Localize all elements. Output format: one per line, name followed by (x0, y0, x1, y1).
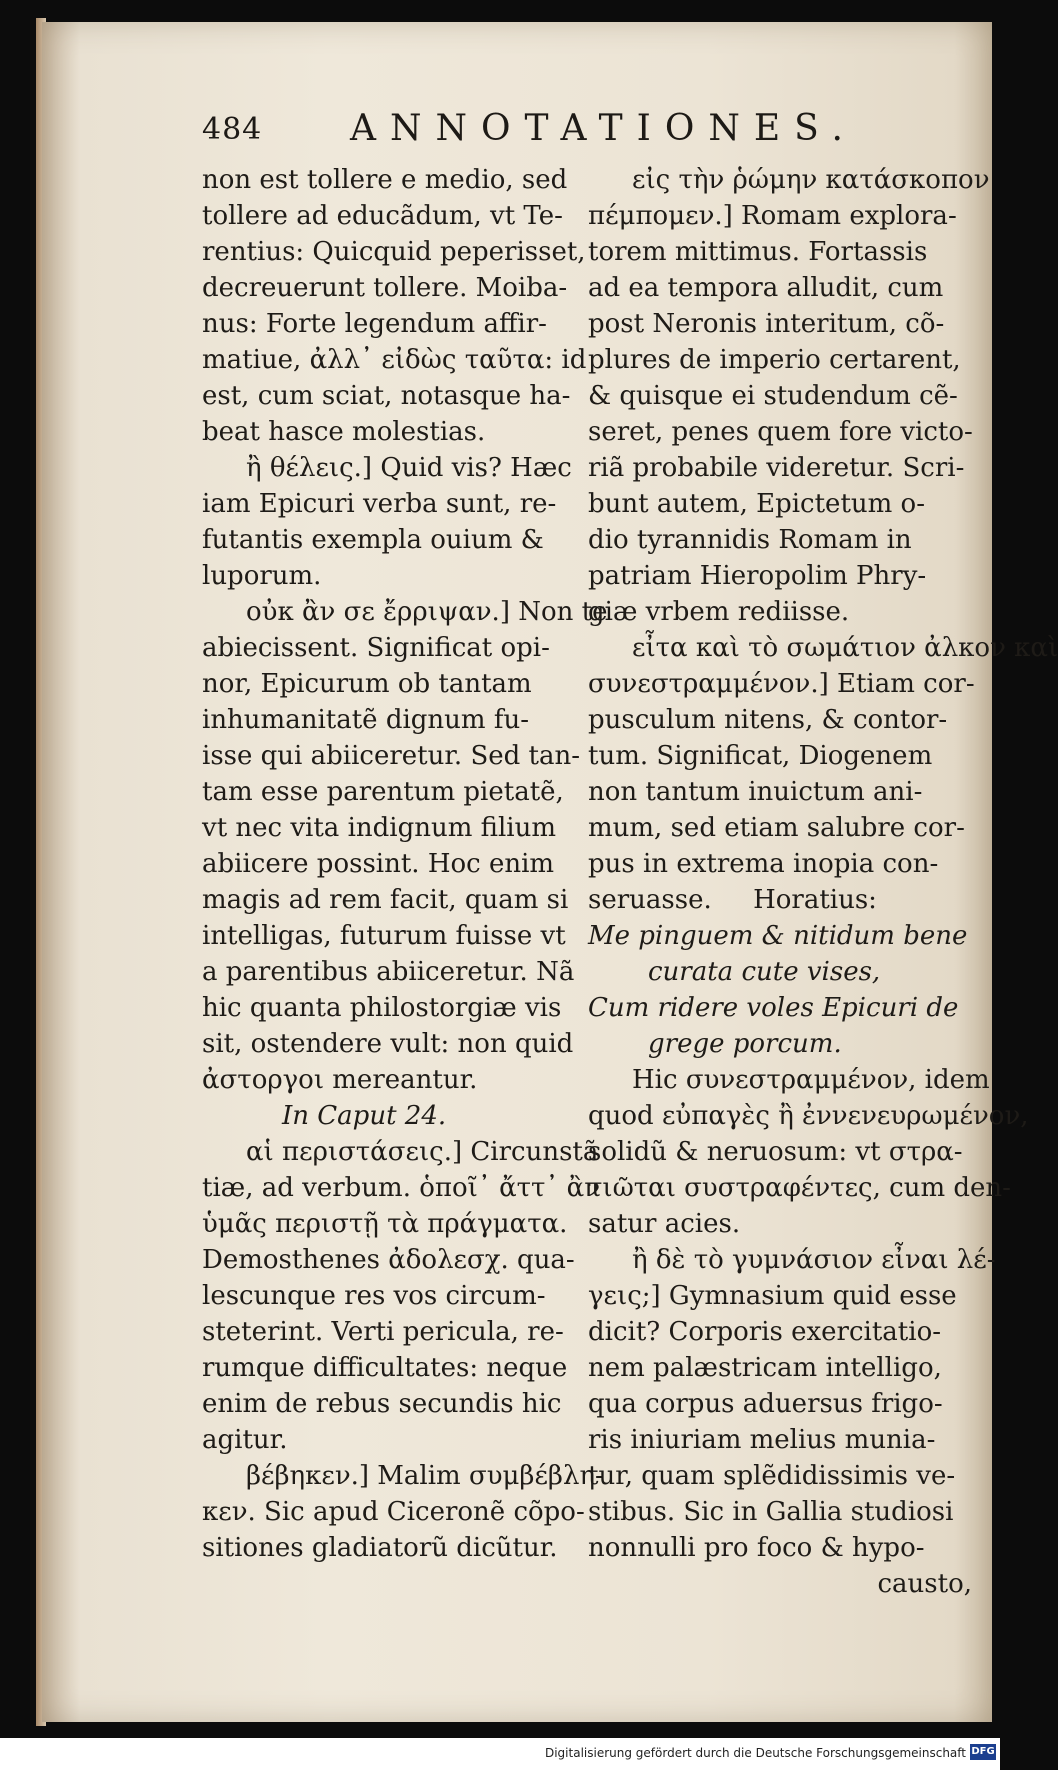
text-line: εἰς τὴν ῥώμην κατάσκοπον (632, 165, 990, 195)
catchword: causto, (877, 1569, 972, 1599)
text-line: κεν. Sic apud Ciceronẽ cõpo- (202, 1497, 585, 1527)
text-line: satur acies. (588, 1209, 741, 1239)
left-column (202, 162, 608, 1566)
text-line: γεις;] Gymnasium quid esse (588, 1281, 957, 1311)
verse-line: Me pinguem & nitidum bene (588, 921, 968, 951)
dfg-logo: DFG (970, 1744, 996, 1760)
text-line: abiecissent. Significat opi- (202, 633, 550, 663)
text-line: tur, quam splẽdidissimis ve- (588, 1461, 956, 1491)
verse-line: curata cute vises, (648, 957, 881, 987)
text-line: seruasse. Horatius: (588, 885, 877, 915)
text-line: tum. Significat, Diogenem (588, 741, 933, 771)
text-line: non est tollere e medio, sed (202, 165, 568, 195)
text-line: rumque difficultates: neque (202, 1353, 568, 1383)
text-line: Hic συνεστραμμένον, idem (632, 1065, 990, 1095)
page-number: 484 (202, 112, 263, 147)
text-line: magis ad rem facit, quam si (202, 885, 569, 915)
text-line: intelligas, futurum fuisse vt (202, 921, 566, 951)
text-line: tam esse parentum pietatẽ, (202, 777, 564, 807)
text-line: nor, Epicurum ob tantam (202, 669, 532, 699)
text-line: hic quanta philostorgiæ vis (202, 993, 562, 1023)
text-line: est, cum sciat, notasque ha- (202, 381, 571, 411)
text-line: ris iniuriam melius munia- (588, 1425, 936, 1455)
text-line: dicit? Corporis exercitatio- (588, 1317, 942, 1347)
text-line: iam Epicuri verba sunt, re- (202, 489, 557, 519)
text-line: ἀστοργοι mereantur. (202, 1065, 478, 1095)
text-line: luporum. (202, 561, 322, 591)
text-line: rentius: Quicquid peperisset, (202, 237, 586, 267)
text-line: abiicere possint. Hoc enim (202, 849, 555, 879)
text-line: plures de imperio certarent, (588, 345, 961, 375)
text-line: decreuerunt tollere. Moiba- (202, 273, 568, 303)
text-line: enim de rebus secundis hic (202, 1389, 562, 1419)
text-line: post Neronis interitum, cõ- (588, 309, 945, 339)
text-line: sit, ostendere vult: non quid (202, 1029, 574, 1059)
text-line: tiæ, ad verbum. ὁποῖ᾽ ἄττ᾽ ἂν (202, 1173, 601, 1203)
text-line: & quisque ei studendum cẽ- (588, 381, 958, 411)
text-line: agitur. (202, 1425, 288, 1455)
text-line: sitiones gladiatorũ dicũtur. (202, 1533, 558, 1563)
text-line: non tantum inuictum ani- (588, 777, 923, 807)
text-line: torem mittimus. Fortassis (588, 237, 928, 267)
text-line: vt nec vita indignum filium (202, 813, 557, 843)
text-line: Demosthenes ἀδολεσχ. qua- (202, 1245, 575, 1275)
text-line: giæ vrbem rediisse. (588, 597, 850, 627)
text-line: ἢ θέλεις.] Quid vis? Hæc (246, 453, 572, 483)
funding-notice: Digitalisierung gefördert durch die Deutsche Forschungsgemeinschaft (544, 1746, 966, 1760)
text-line: matiue, ἀλλ᾽ εἰδὼς ταῦτα: id (202, 345, 587, 375)
text-line: pusculum nitens, & contor- (588, 705, 948, 735)
text-line: ὑμᾶς περιστῇ τὰ πράγματα. (202, 1209, 568, 1239)
text-line: seret, penes quem fore victo- (588, 417, 973, 447)
digitization-footer (0, 1738, 1000, 1770)
text-line: αἱ περιστάσεις.] Circunstã (246, 1137, 599, 1167)
text-line: solidũ & neruosum: vt στρα- (588, 1137, 963, 1167)
text-line: beat hasce molestias. (202, 417, 486, 447)
text-line: ἢ δὲ τὸ γυμνάσιον εἶναι λέ- (632, 1245, 996, 1275)
text-line: nonnulli pro foco & hypo- (588, 1533, 925, 1563)
text-line: inhumanitatẽ dignum fu- (202, 705, 529, 735)
verse-line: grege porcum. (648, 1029, 842, 1059)
text-line: lescunque res vos circum- (202, 1281, 546, 1311)
text-line: nus: Forte legendum affir- (202, 309, 547, 339)
text-line: quod εὐπαγὲς ἢ ἐννενευρωμένον, (588, 1101, 1029, 1131)
text-line: isse qui abiiceretur. Sed tan- (202, 741, 581, 771)
text-line: stibus. Sic in Gallia studiosi (588, 1497, 954, 1527)
page-header (0, 108, 1000, 162)
text-line: a parentibus abiiceretur. Nã (202, 957, 575, 987)
text-line: βέβηκεν.] Malim συμβέβλη- (246, 1461, 604, 1491)
verse-line: Cum ridere voles Epicuri de (588, 993, 959, 1023)
section-heading: In Caput 24. (282, 1101, 447, 1131)
text-line: bunt autem, Epictetum o- (588, 489, 925, 519)
running-head: ANNOTATIONES. (350, 108, 857, 149)
text-line: τιῶται συστραφέντες, cum den- (588, 1173, 1011, 1203)
text-line: dio tyrannidis Romam in (588, 525, 912, 555)
text-line: patriam Hieropolim Phry- (588, 561, 927, 591)
text-line: εἶτα καὶ τὸ σωμάτιον ἀλκον καὶ (632, 633, 1058, 663)
text-line: πέμπομεν.] Romam explora- (588, 201, 957, 231)
text-line: συνεστραμμένον.] Etiam cor- (588, 669, 975, 699)
text-line: tollere ad educãdum, vt Te- (202, 201, 563, 231)
text-line: pus in extrema inopia con- (588, 849, 939, 879)
text-line: qua corpus aduersus frigo- (588, 1389, 943, 1419)
text-line: mum, sed etiam salubre cor- (588, 813, 965, 843)
text-line: futantis exempla ouium & (202, 525, 544, 555)
text-line: riã probabile videretur. Scri- (588, 453, 965, 483)
text-line: ad ea tempora alludit, cum (588, 273, 944, 303)
text-line: nem palæstricam intelligo, (588, 1353, 942, 1383)
right-column (588, 162, 1058, 1602)
text-line: steterint. Verti pericula, re- (202, 1317, 564, 1347)
text-line: οὐκ ἂν σε ἔρριψαν.] Non te (246, 597, 608, 627)
